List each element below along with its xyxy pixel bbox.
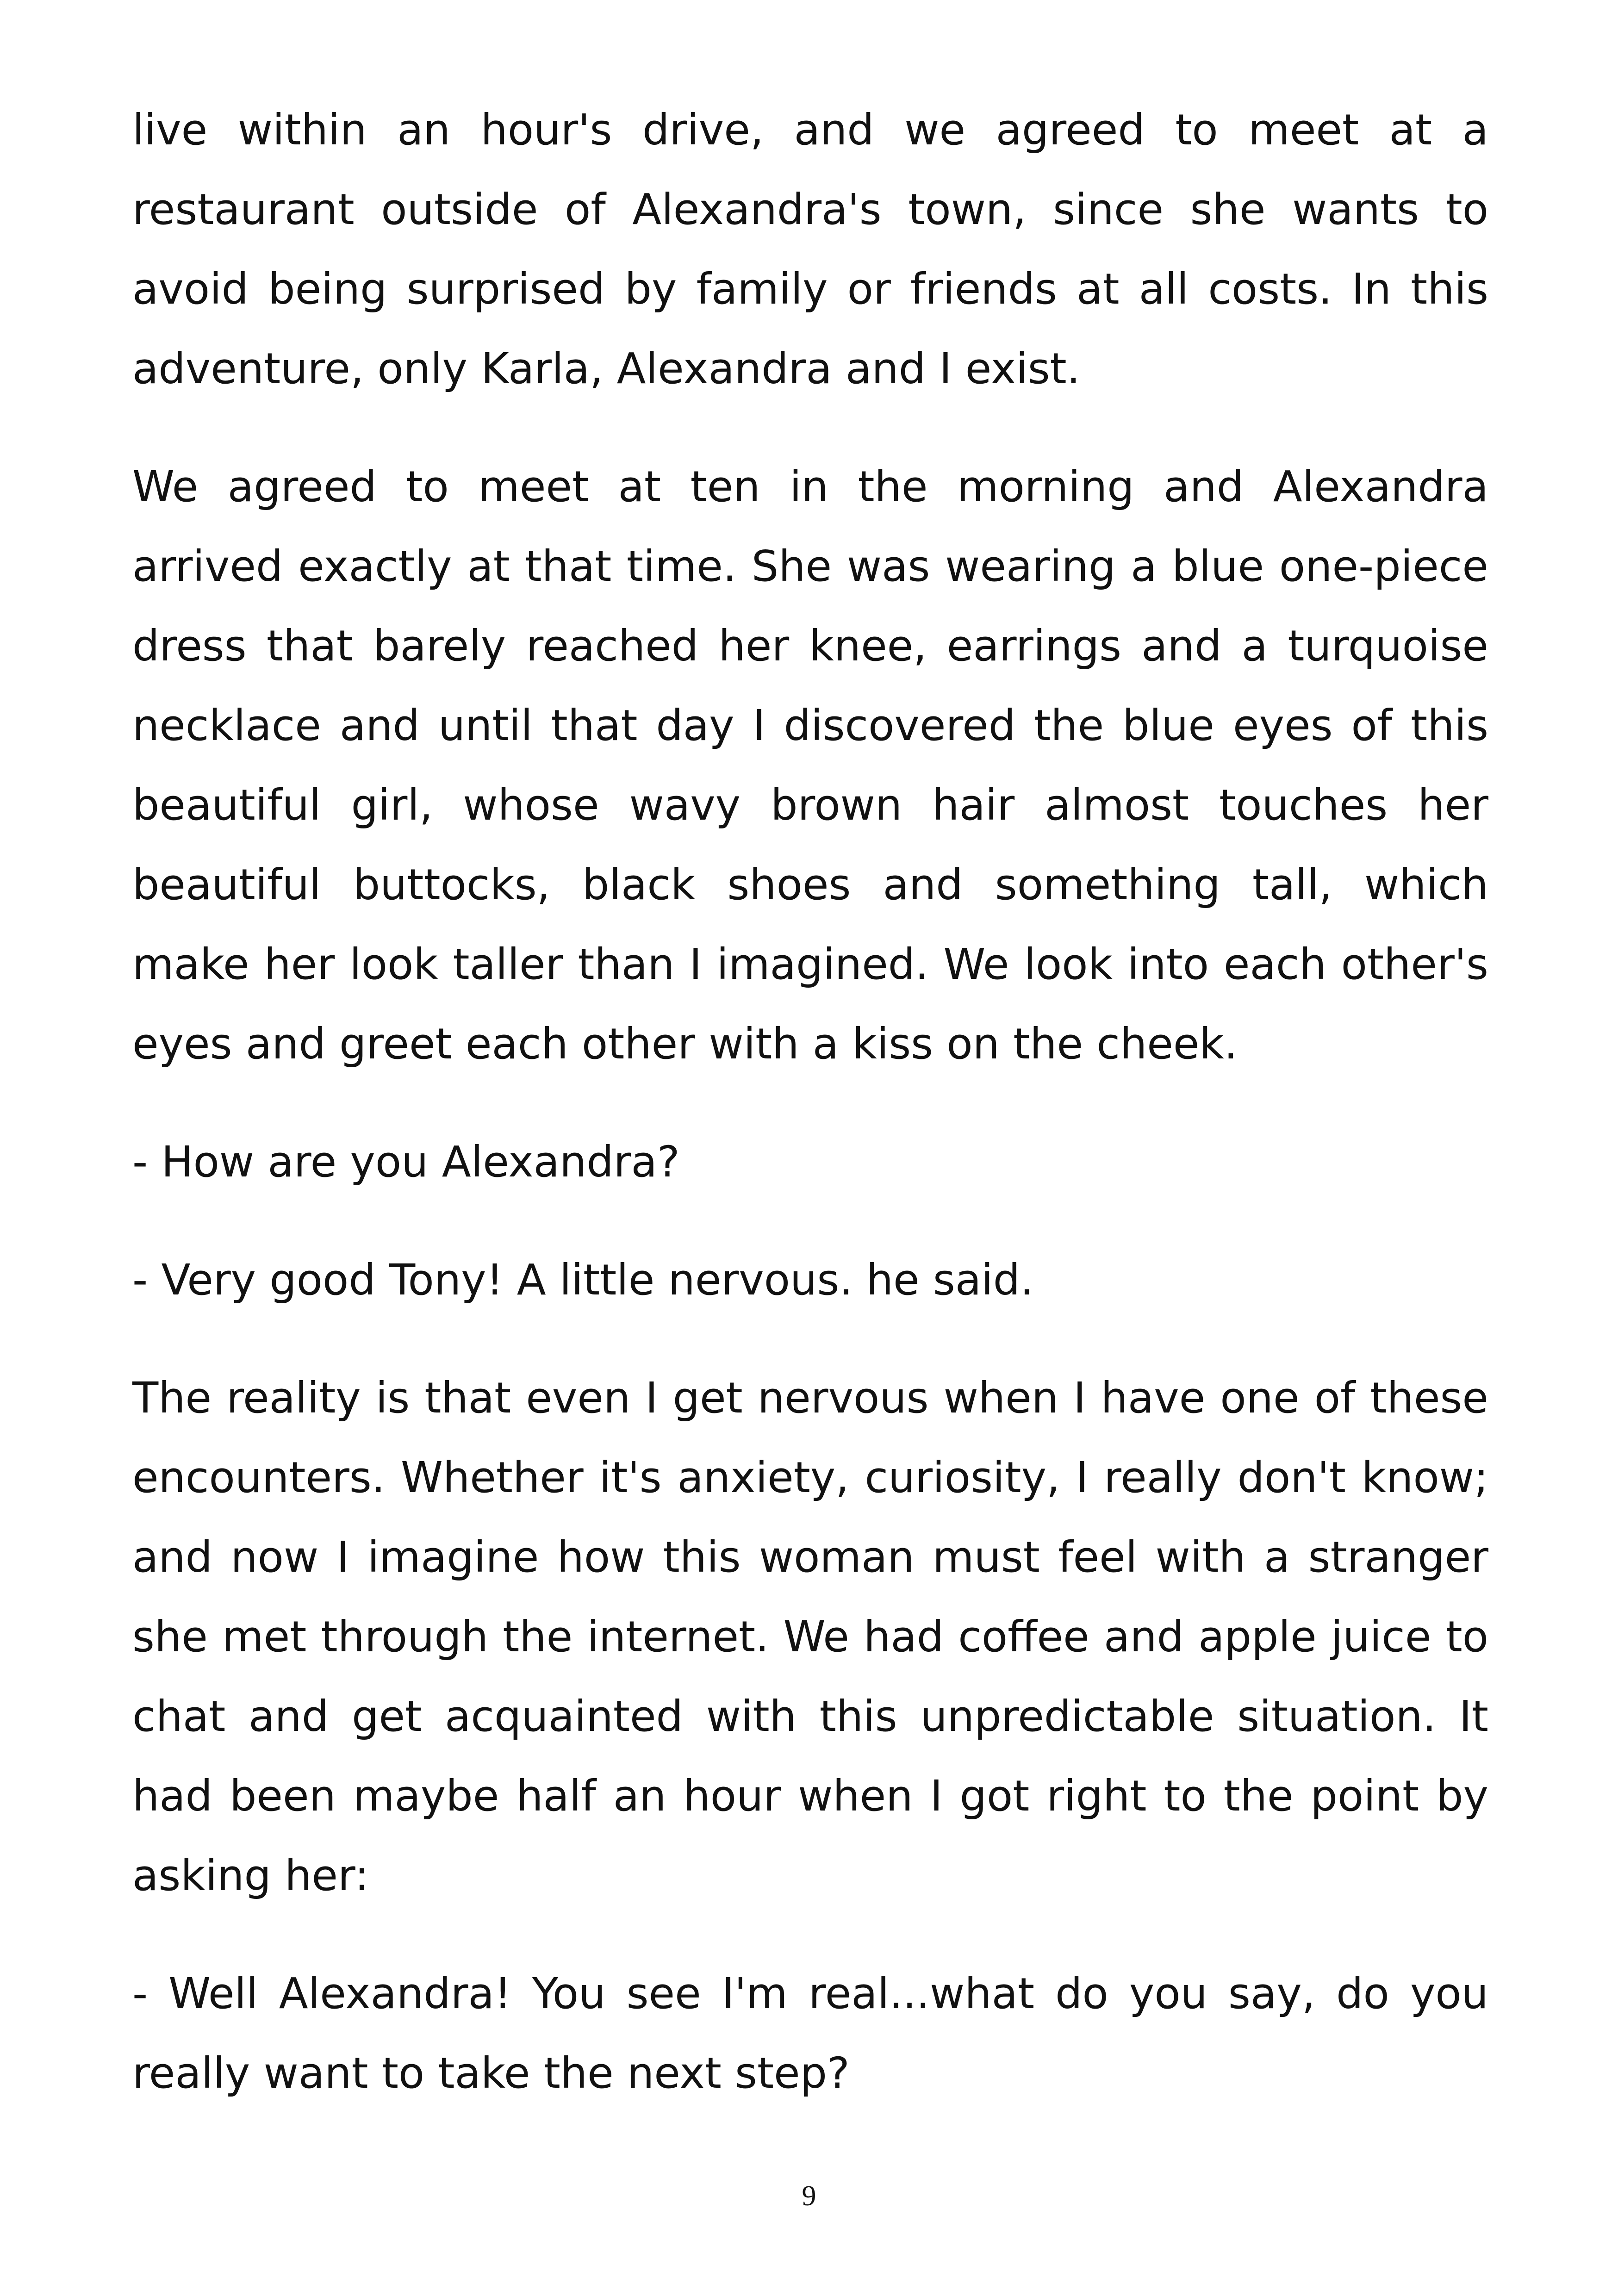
paragraph: We agreed to meet at ten in the morning and Alexandra arrived exactly at that time. She was wearing a blue one-piece dress that barely reached her knee, earrings and a turquoise necklace and until that day I discovered the blue eyes of this beautiful girl, whose wavy brown hair almost touches her beautiful buttocks, black shoes and something tall, which make her look taller than I imagined. We look into each other's eyes and greet each other with a kiss on the cheek. — [132, 462, 1488, 1069]
dialogue-line: - Very good Tony! A little nervous. he said. — [132, 1255, 1034, 1305]
paragraph: live within an hour's drive, and we agreed to meet at a restaurant outside of Alexandra's town, since she wants to avoid being surprised by family or friends at all costs. In this adventure, only Karla, Alexandra and I exist. — [132, 105, 1488, 393]
body-text — [132, 90, 1488, 2152]
paragraph: The reality is that even I get nervous when I have one of these encounters. Whether it's anxiety, curiosity, I really don't know; and now I imagine how this woman must feel with a stranger she met through the internet. We had coffee and apple juice to chat and get acquainted with this unpredictable situation. It had been maybe half an hour when I got right to the point by asking her: — [132, 1373, 1488, 1900]
dialogue-line: - How are you Alexandra? — [132, 1137, 680, 1187]
dialogue-line: - Well Alexandra! You see I'm real...what do you say, do you really want to take the next step? — [132, 1969, 1488, 2098]
page-number: 9 — [802, 2180, 816, 2212]
